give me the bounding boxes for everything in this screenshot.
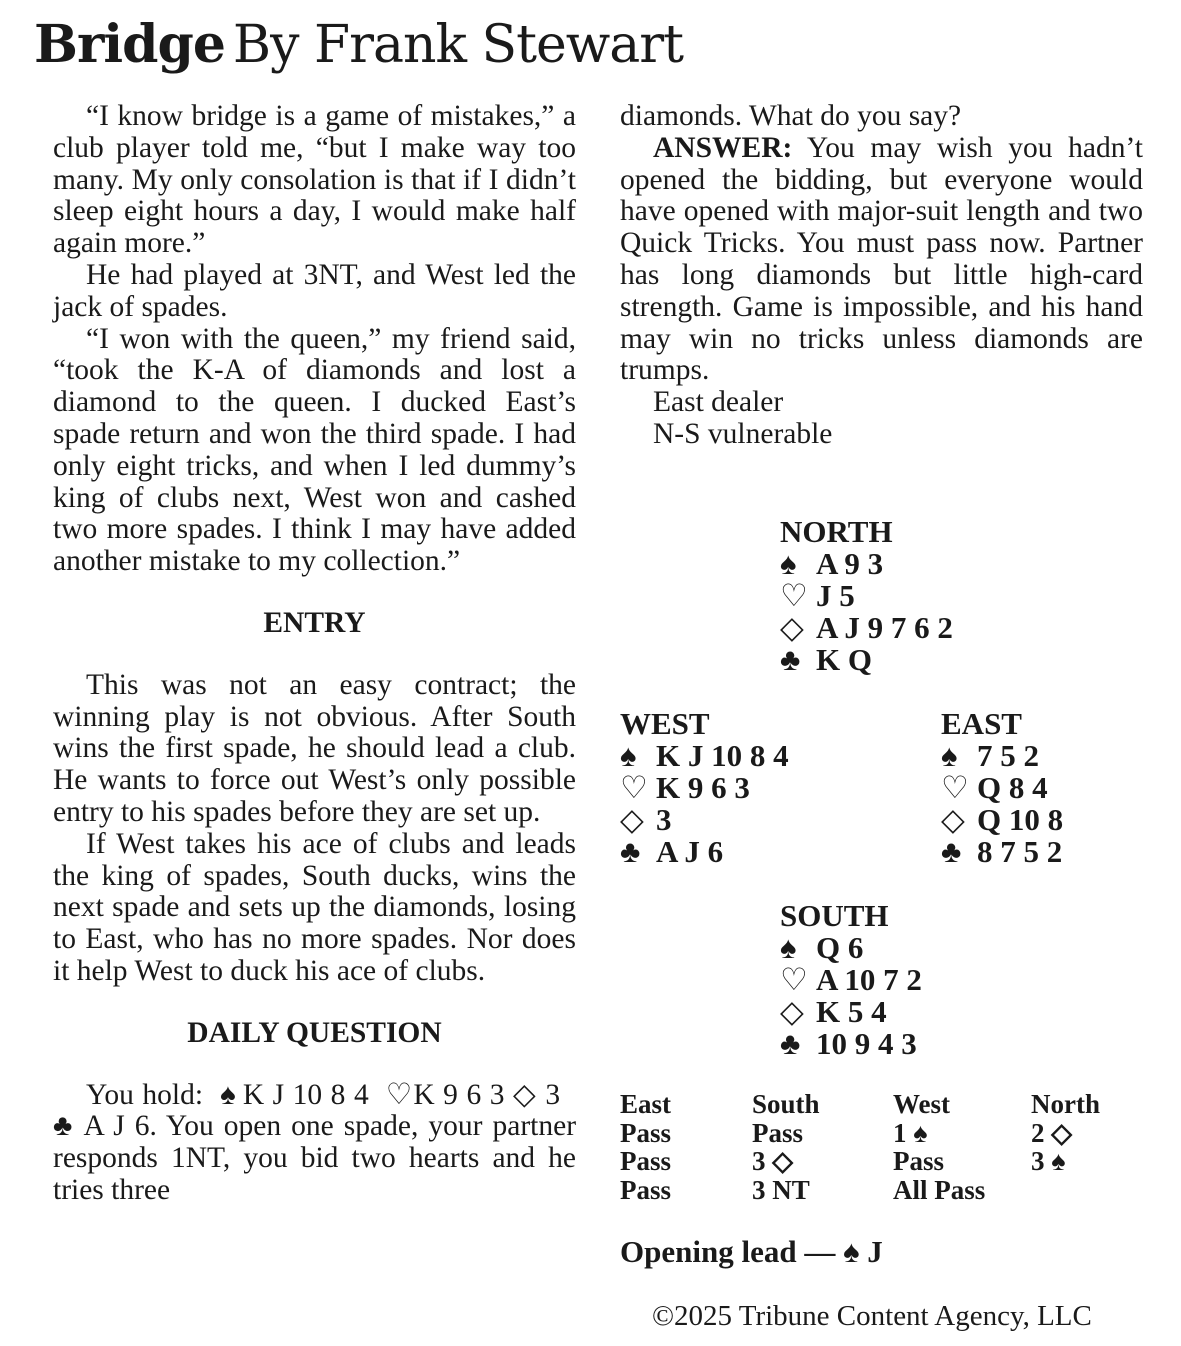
spade-icon: ♠ (220, 1078, 237, 1111)
spades-holding: Q 6 (816, 930, 864, 965)
bidding-header: South (752, 1089, 820, 1119)
diamond-icon: ◇ (780, 994, 804, 1029)
spades-holding: 7 5 2 (977, 738, 1039, 773)
club-icon: ♣ (780, 642, 801, 677)
column-title (34, 14, 683, 84)
bid: Pass (620, 1174, 672, 1205)
bidding-header-row (620, 1090, 1131, 1119)
spade-icon: ♠ (780, 930, 797, 965)
bidding-header: East (620, 1089, 672, 1119)
bid: 3 ◇ (752, 1146, 794, 1176)
clubs-holding: 8 7 5 2 (977, 834, 1063, 869)
opening-lead-label: Opening lead — (620, 1234, 836, 1269)
heart-icon: ♡ (780, 962, 808, 997)
bidding-row (620, 1176, 1131, 1205)
left-column (53, 101, 576, 1207)
opening-lead (620, 1234, 883, 1270)
clubs-holding: K Q (816, 642, 872, 677)
answer-paragraph: ANSWER: You may wish you hadn’t opened the bidding, but everyone would have opened with major-suit length and two Quick Tricks. You must pass now. Partner has long diamonds but little high-card strength. Game is impossible, and his hand may win no tricks unless diamonds are trumps. (620, 131, 1144, 387)
hand-name: SOUTH (780, 898, 889, 933)
clubs-holding: 10 9 4 3 (816, 1026, 917, 1061)
bid: Pass (620, 1117, 672, 1148)
diamond-icon: ◇ (620, 802, 644, 837)
bid: Pass (752, 1117, 804, 1148)
paragraph: “I won with the queen,” my friend said, “took the K-A of diamonds and lost a diamond to the queen. I ducked East’s spade return and won the third spade. I had only eight tricks, and when I led dummy’s king of clubs next, West won and cashed two more spades. I think I may have added another mistake to my collection.” (53, 322, 576, 578)
spade-icon: ♠ (941, 738, 958, 773)
daily-question-heading: DAILY QUESTION (187, 1016, 442, 1049)
hand-west (620, 708, 789, 868)
hand-name: NORTH (780, 514, 893, 549)
heart-icon: ♡ (620, 770, 648, 805)
club-icon: ♣ (53, 1110, 76, 1143)
vulnerability: N-S vulnerable (653, 417, 833, 450)
bid: Pass (620, 1146, 672, 1176)
bid: 2 ◇ (1031, 1117, 1073, 1148)
club-icon: ♣ (941, 834, 962, 869)
hand-east (941, 708, 1063, 868)
diamonds-holding: A J 9 7 6 2 (816, 610, 953, 645)
paragraph: If West takes his ace of clubs and leads the king of spades, South ducks, wins the next spade and sets up the diamonds, losing to East, who has no more spades. Nor does it help West to duck his ace of clubs. (53, 827, 576, 987)
bidding-header: North (1031, 1089, 1100, 1119)
heart-icon: ♡ (385, 1078, 414, 1111)
heart-icon: ♡ (780, 578, 808, 613)
bid: 1 ♠ (893, 1117, 928, 1148)
paragraph: This was not an easy contract; the winning play is not obvious. After South wins the first spade, he should lead a club. He wants to force out West’s only possible entry to his spades before they are set up. (53, 668, 576, 828)
diamonds-holding: 3 (656, 802, 672, 837)
answer-label: ANSWER: (653, 131, 793, 164)
bidding-row (620, 1147, 1131, 1176)
paragraph: He had played at 3NT, and West led the jack of spades. (53, 258, 576, 323)
club-icon: ♣ (780, 1026, 801, 1061)
entry-heading: ENTRY (263, 606, 366, 639)
hand-name: EAST (941, 706, 1022, 741)
diamonds-holding: K 5 4 (816, 994, 887, 1029)
paragraph: “I know bridge is a game of mistakes,” a club player told me, “but I make way too many. My only consolation is that if I didn’t sleep eight hours a day, I would make half again more.” (53, 100, 576, 260)
copyright: ©2025 Tribune Content Agency, LLC (652, 1300, 1092, 1332)
daily-question-text: You hold: ♠ K J 10 8 4 ♡K 9 6 3 ◇ 3 ♣ A J 6. You open one spade, your partner responds 1NT, you bid two hearts and he tries three (53, 1078, 577, 1206)
dealer: East dealer (653, 386, 784, 419)
bid: 3 ♠ (1031, 1146, 1066, 1176)
question-end: diamonds. What do you say? (620, 100, 962, 132)
bid: All Pass (893, 1174, 986, 1205)
clubs-holding: A J 6 (656, 834, 724, 869)
right-column (620, 101, 1143, 451)
hearts-holding: J 5 (816, 578, 855, 613)
diamonds-holding: Q 10 8 (977, 802, 1064, 837)
bid: Pass (893, 1146, 945, 1176)
hearts-holding: Q 8 4 (977, 770, 1048, 805)
byline: By Frank Stewart (232, 15, 684, 75)
spade-icon: ♠ (620, 738, 637, 773)
column-brand: Bridge (34, 14, 225, 75)
hand-name: WEST (620, 706, 710, 741)
heart-icon: ♡ (941, 770, 969, 805)
spades-holding: K J 10 8 4 (656, 738, 789, 773)
diamond-icon: ◇ (513, 1078, 537, 1111)
bid: 3 NT (752, 1174, 810, 1205)
hearts-holding: K 9 6 3 (656, 770, 750, 805)
hearts-holding: A 10 7 2 (816, 962, 922, 997)
club-icon: ♣ (620, 834, 641, 869)
spades-holding: A 9 3 (816, 546, 884, 581)
hand-north (780, 516, 953, 676)
diamond-icon: ◇ (780, 610, 804, 645)
diamond-icon: ◇ (941, 802, 965, 837)
bidding-table (620, 1090, 1131, 1204)
opening-lead-card: J (867, 1234, 883, 1269)
bidding-row (620, 1119, 1131, 1148)
hand-south (780, 900, 922, 1060)
bidding-header: West (893, 1089, 950, 1119)
spade-icon: ♠ (780, 546, 797, 581)
spade-icon: ♠ (843, 1234, 860, 1269)
